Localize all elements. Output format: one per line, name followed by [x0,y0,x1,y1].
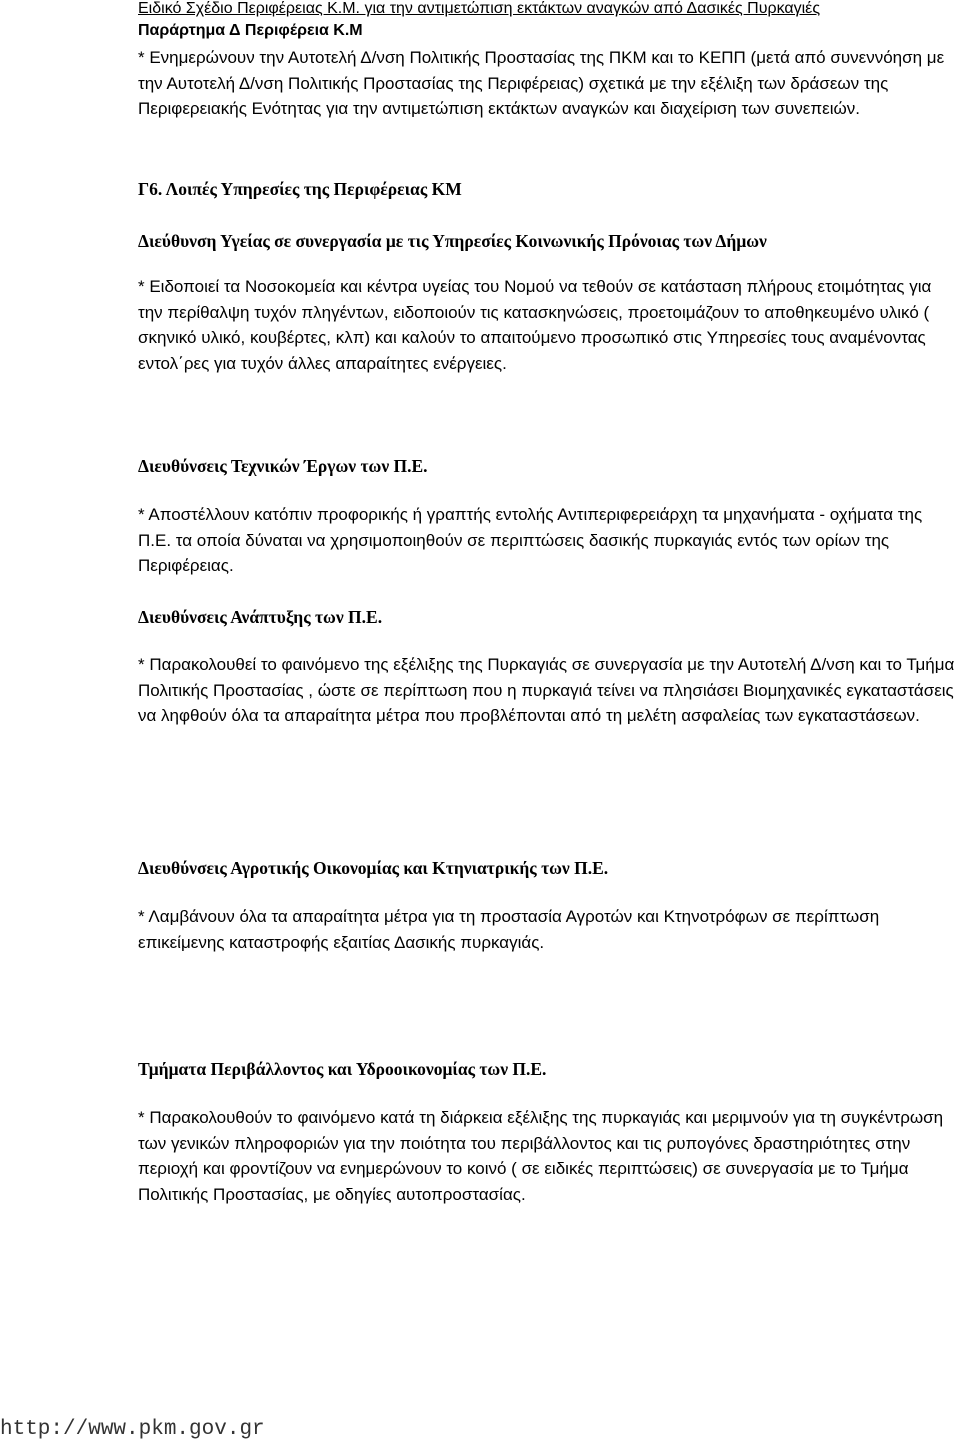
agriculture-veterinary-text: * Λαμβάνουν όλα τα απαραίτητα μέτρα για τη προστασία Αγροτών και Κτηνοτρόφων σε περίπτωση επικείμενης καταστροφής εξαιτίας Δασικής πυρκαγιάς. [138,907,880,952]
footer-url: http://www.pkm.gov.gr [0,1418,265,1441]
environment-water-text: * Παρακολουθούν το φαινόμενο κατά τη διάρκεια εξέλιξης της πυρκαγιάς και μεριμνούν για τη συγκέντρωση των γενικών πληροφοριών για την ποιότητα του περιβάλλοντος και τις ρυπογόνες δραστηριότητες στην περιοχή και φροντίζουν να ενημερώνουν το κοινό ( σε ειδικές περιπτώσεις) σε συνεργασία με το Τμήμα Πολιτικής Προστασίας, με οδηγίες αυτοπροστασίας. [138,1108,944,1205]
development-text: * Παρακολουθεί το φαινόμενο της εξέλιξης της Πυρκαγιάς σε συνεργασία με την Αυτοτελή Δ/νση και το Τμήμα Πολιτικής Προστασίας , ώστε σε περίπτωση που η πυρκαγιά τείνει να πλησιάσει Βιομηχανικές εγκαταστάσεις να ληφθούν όλα τα απαραίτητα μέτρα που προβλέπονται από τη μελέτη ασφαλείας των εγκαταστάσεων. [138,655,955,726]
technical-works-text: * Αποστέλλουν κατόπιν προφορικής ή γραπτής εντολής Αντιπεριφερειάρχη τα μηχανήματα - οχήματα της Π.Ε. τα οποία δύναται να χρησιμοποιηθούν σε περιπτώσεις δασικής πυρκαγιάς εντός των ορίων της Περιφέρειας. [138,505,923,576]
running-header-title: Ειδικό Σχέδιο Περιφέρειας Κ.Μ. για την αντιμετώπιση εκτάκτων αναγκών από Δασικές Πυρκαγιές [138,0,821,17]
health-directorate-heading: Διεύθυνση Υγείας σε συνεργασία με τις Υπηρεσίες Κοινωνικής Πρόνοιας των Δήμων [138,231,767,251]
intro-paragraph: * Ενημερώνουν την Αυτοτελή Δ/νση Πολιτικής Προστασίας της ΠΚΜ και το ΚΕΠΠ (μετά από συνεννόηση με την Αυτοτελή Δ/νση Πολιτικής Προστασίας της Περιφέρειας) σχετικά με την εξέλιξη των δράσεων της Περιφερειακής Ενότητας για την αντιμετώπιση εκτάκτων αναγκών και διαχείριση των συνεπειών. [138,48,945,119]
development-heading: Διευθύνσεις Ανάπτυξης των Π.Ε. [138,607,383,627]
health-directorate-text: * Ειδοποιεί τα Νοσοκομεία και κέντρα υγείας του Νομού να τεθούν σε κατάσταση πλήρους ετοιμότητας για την περίθαλψη τυχόν πληγέντων, ειδοποιούν τις κατασκηνώσεις, προετοιμάζουν το αποθηκευμένο υλικό ( σκηνικό υλικό, κουβέρτες, κλπ) και καλούν το απαιτούμενο προσωπικό στις Υπηρεσίες τους αναμένοντας εντολ΄ρες για τυχόν άλλες απαραίτητες ενέργειες. [138,277,932,374]
agriculture-veterinary-heading: Διευθύνσεις Αγροτικής Οικονομίας και Κτηνιατρικής των Π.Ε. [138,858,609,878]
environment-water-heading: Τμήματα Περιβάλλοντος και Υδροοικονομίας των Π.Ε. [138,1059,547,1079]
technical-works-heading: Διευθύνσεις Τεχνικών Έργων των Π.Ε. [138,456,428,476]
section-g6-heading: Γ6. Λοιπές Υπηρεσίες της Περιφέρειας ΚΜ [138,179,462,199]
running-header-annex: Παράρτημα Δ Περιφέρεια Κ.Μ [138,22,363,39]
